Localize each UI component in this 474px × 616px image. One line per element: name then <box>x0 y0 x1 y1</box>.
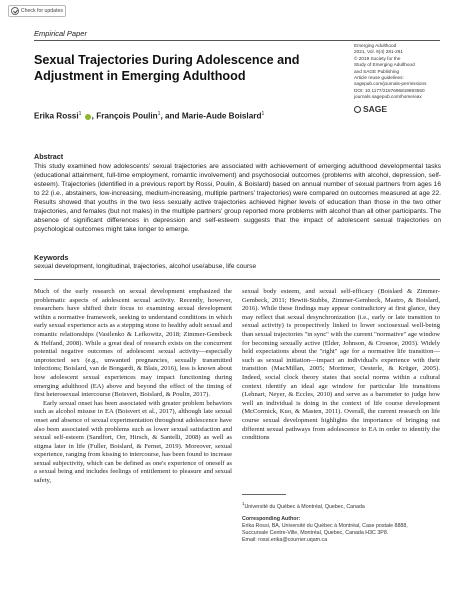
author-sup: 1 <box>157 111 161 117</box>
corresponding-author-line: Succursale Centre-Ville, Montréal, Quebec, Canada H3C 3P8. <box>242 529 389 536</box>
body-paragraph: Much of the early research on sexual development emphasized the problematic aspects of adolescent sexual activity. Recently, however, researchers have shifted their focus to examining sexual development within a normative framework, seeking to understand conditions in which early sexual experience acts as a stepping stone to healthy adult sexual and romantic relationships (Vasilenko & Lefkowitz, 2018; Zimmer-Gembeck & Helfand, 2008). While a great deal of research exists on the concurrent potential negative outcomes of adolescent sexual activity—especially unprotected sex (e.g., unwanted pregnancies, sexually transmitted infections; Boislard, van de Bongardt, & Blais, 2016), less is known about how adolescent sexual experiences may impact functioning during emerging adulthood (EA) above and beyond the effect of the timing of first heterosexual intercourse (Boisvert, Boislard, & Poulin, 2017). <box>34 288 232 399</box>
affiliation: $^1$Université du Québec à Montréal, Quebec, Canada <box>242 501 365 510</box>
sage-ring-icon <box>354 106 361 113</box>
meta-line: Study of Emerging Adulthood <box>354 62 415 68</box>
author-sup: 1 <box>78 111 82 117</box>
meta-line[interactable]: sagepub.com/journals-permissions <box>354 81 427 87</box>
meta-line: Emerging Adulthood <box>354 43 397 48</box>
footnote <box>242 500 442 544</box>
abstract-text: This study examined how adolescents' sexual trajectories are associated with achievement of emerging adulthood developmental tasks (educational attainment, full-time employment, romantic involvement) and psychosocial outcomes (problems with alcohol, depression, self-esteem). Trajectories (identified in a previous report by Rossi, Poulin, & Boislard) based on annual number of sexual partners from ages 16 to 22 (i.e., abstainers, low-increasing, medium-increasing, multiple partners' trajectories) were compared on outcomes measured at age 22. Results showed that youths in the two less sexually active trajectories achieved higher levels of education than those in the two other trajectories, and females (but not males) in the multiple partners' group reported more problems with alcohol than all other participants. The absence of significant differences in depression and self-esteem suggests that the impact of adolescent sexual trajectories on psychological outcomes might take longer to emerge. <box>34 163 441 233</box>
author-list: Erika Rossi$^1$ , François Poulin$^1$, and Marie-Aude Boislard$^1$ <box>34 111 265 121</box>
corresponding-author-line: Erika Rossi, BA, Université du Québec à Montréal, Case postale 8888, <box>242 522 408 529</box>
author-sup: 1 <box>261 111 265 117</box>
journal-meta <box>354 43 459 101</box>
meta-line: Article reuse guidelines: <box>354 75 404 81</box>
body-paragraph: sexual body esteem, and sexual self-efficacy (Boislard & Zimmer-Gembeck, 2011; Hewitt-Stubbs, Zimmer-Gembeck, Mastro, & Boislard, 2016). While these findings may appear contradictory at first glance, they may reflect that sexual desynchronization (i.e., early or late transition to sexual activity) is prospectively linked to lower sociosexual well-being than sexual trajectories "in sync" with the current "normative" age window for becoming sexually active (Elder, Johnson, & Crosnoe, 2003). Widely held expectations about the "right" age for a normative life transition—such as sexual initiation—impact an individual's experience with their transition (MacMillan, 2005; Mortimer, Oesterle, & Krüger, 2005). Indeed, social clock theory states that social norms within a cultural context identify an ideal age window for particular life transitions (Lehnart, Neyer, & Eccles, 2010) and serve as a barometer to judge how well an individual is doing in the context of life course development (McCormick, Kuo, & Masten, 2011). Overall, the current research on life course sexual development highlights the importance of bringing out different sexual pathways from adolescence to EA in order to identify the conditions <box>242 288 440 442</box>
meta-line[interactable]: journals.sagepub.com/home/eax <box>354 94 422 100</box>
publisher-logo <box>354 104 387 114</box>
body-paragraph: Early sexual onset has been associated with greater problem behaviors such as alcohol misuse in EA (Boisvert et al., 2017), although late sexual onset and absence of sexual experimentation throughout adolescence have also been associated with problems such as lower sexual satisfaction and sexual self-esteem (Sandfort, Orr, Hirsch, & Santelli, 2008) as well as stigma later in life (Fuller, Boislard, & Fernet, 2019). Moreover, sexual experience, ranging from kissing to intercourse, has been found to increase sexual subjectivity, which can be defined as one's experience of oneself as a sexual being and includes feelings of entitlement to pleasure and sexual safety, <box>34 399 232 485</box>
body-column-left <box>34 288 232 486</box>
corresponding-author-heading: Corresponding Author: <box>242 515 301 522</box>
section-divider <box>34 279 440 280</box>
meta-line: 2021, Vol. 9(4) 281-291 <box>354 49 403 55</box>
meta-line-doi[interactable]: DOI: 10.1177/2167696819893550 <box>354 87 425 93</box>
author-name[interactable]: Erika Rossi <box>34 111 79 121</box>
paper-type: Empirical Paper <box>34 29 87 38</box>
abstract-heading: Abstract <box>34 152 64 161</box>
author-name[interactable]: François Poulin <box>96 111 158 121</box>
header-divider <box>34 40 440 41</box>
orcid-icon[interactable] <box>85 114 91 120</box>
body-column-right <box>242 288 440 443</box>
check-icon <box>11 7 19 15</box>
keywords-text: sexual development, longitudinal, trajectories, alcohol use/abuse, life course <box>34 263 257 270</box>
meta-line: © 2019 Society for the <box>354 55 401 61</box>
check-for-updates-badge[interactable] <box>8 5 66 17</box>
meta-line: and SAGE Publishing <box>354 68 400 74</box>
publisher-logo-text: SAGE <box>363 104 388 114</box>
corresponding-author-email[interactable]: Email: rossi.erika@courrier.uqam.ca <box>242 536 328 543</box>
author-name[interactable]: Marie-Aude Boislard <box>181 111 262 121</box>
check-for-updates-label: Check for updates <box>20 8 63 14</box>
keywords-heading: Keywords <box>34 253 69 262</box>
paper-title: Sexual Trajectories During Adolescence and Adjustment in Emerging Adulthood <box>34 53 300 83</box>
footnote-divider <box>242 494 286 495</box>
